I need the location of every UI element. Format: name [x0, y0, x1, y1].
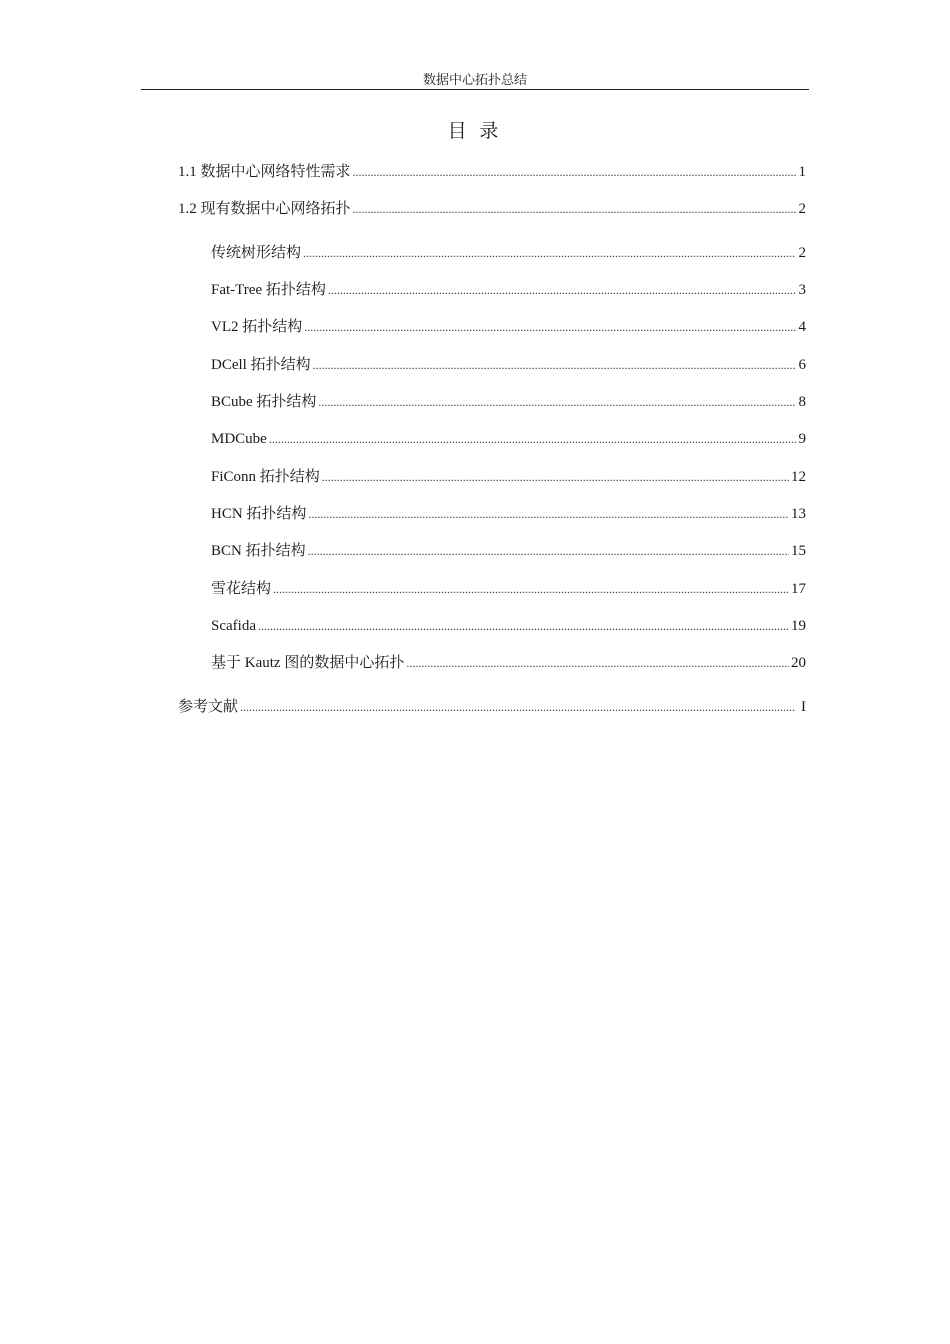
toc-entry-label: 基于 Kautz 图的数据中心拓扑 — [211, 655, 405, 671]
dot-leader — [258, 615, 789, 637]
dot-leader — [303, 242, 796, 264]
toc-entry-label: BCN 拓扑结构 — [211, 543, 306, 559]
toc-entry-label: Fat-Tree 拓扑结构 — [211, 282, 326, 298]
toc-entry-vl2[interactable] — [211, 316, 806, 338]
toc-entry-page: 8 — [798, 394, 806, 410]
toc-entry-page: 9 — [798, 431, 806, 447]
toc-entry-page: 20 — [791, 655, 806, 671]
toc-entry-bcn[interactable] — [211, 540, 806, 562]
toc-entry-page: 13 — [791, 506, 806, 522]
toc-entry-page: 19 — [791, 618, 806, 634]
toc-entry-dcell[interactable] — [211, 354, 806, 376]
toc-entry-fat-tree[interactable] — [211, 279, 806, 301]
toc-entry-label: VL2 拓扑结构 — [211, 319, 303, 335]
toc-entry-1-2[interactable] — [178, 198, 806, 220]
dot-leader — [313, 354, 796, 376]
toc-entry-tree[interactable] — [211, 242, 806, 264]
dot-leader — [269, 428, 796, 450]
dot-leader — [406, 652, 789, 674]
toc-entry-label: 传统树形结构 — [211, 245, 302, 261]
dot-leader — [308, 503, 789, 525]
toc-entry-snowflake[interactable] — [211, 578, 806, 600]
toc-entry-label: HCN 拓扑结构 — [211, 506, 307, 522]
toc-entry-label: 雪花结构 — [211, 581, 272, 597]
toc-entry-page: 2 — [798, 245, 806, 261]
dot-leader — [240, 696, 796, 718]
dot-leader — [304, 316, 796, 338]
toc-entry-scafida[interactable] — [211, 615, 806, 637]
toc-entry-label: FiConn 拓扑结构 — [211, 469, 320, 485]
toc-entry-page: 2 — [798, 201, 806, 217]
dot-leader — [353, 198, 796, 220]
toc-entry-label: 1.2 现有数据中心网络拓扑 — [178, 201, 351, 217]
toc-entry-page: 4 — [798, 319, 806, 335]
toc-entry-hcn[interactable] — [211, 503, 806, 525]
toc-entry-page: 12 — [791, 469, 806, 485]
dot-leader — [308, 540, 789, 562]
toc-entry-references[interactable] — [178, 696, 806, 718]
toc-title: 目 录 — [447, 121, 503, 142]
dot-leader — [328, 279, 796, 301]
dot-leader — [273, 578, 789, 600]
toc-entry-label: Scafida — [211, 618, 256, 634]
toc-entry-ficonn[interactable] — [211, 466, 806, 488]
toc-entry-1-1[interactable] — [178, 161, 806, 183]
toc-entry-page: I — [801, 699, 806, 715]
toc-entry-label: MDCube — [211, 431, 267, 447]
toc-entry-mdcube[interactable] — [211, 428, 806, 450]
toc-entry-page: 6 — [798, 357, 806, 373]
toc-entry-kautz[interactable] — [211, 652, 806, 674]
toc-entry-bcube[interactable] — [211, 391, 806, 413]
toc-entry-label: 参考文献 — [178, 699, 239, 715]
toc-entry-page: 1 — [798, 164, 806, 180]
dot-leader — [322, 466, 789, 488]
dot-leader — [318, 391, 796, 413]
dot-leader — [353, 161, 796, 183]
toc-entry-page: 17 — [791, 581, 806, 597]
toc-entry-page: 15 — [791, 543, 806, 559]
toc-entry-label: BCube 拓扑结构 — [211, 394, 317, 410]
toc-entry-label: DCell 拓扑结构 — [211, 357, 311, 373]
toc-entry-label: 1.1 数据中心网络特性需求 — [178, 164, 351, 180]
running-header-title: 数据中心拓扑总结 — [422, 72, 527, 87]
toc-entry-page: 3 — [798, 282, 806, 298]
